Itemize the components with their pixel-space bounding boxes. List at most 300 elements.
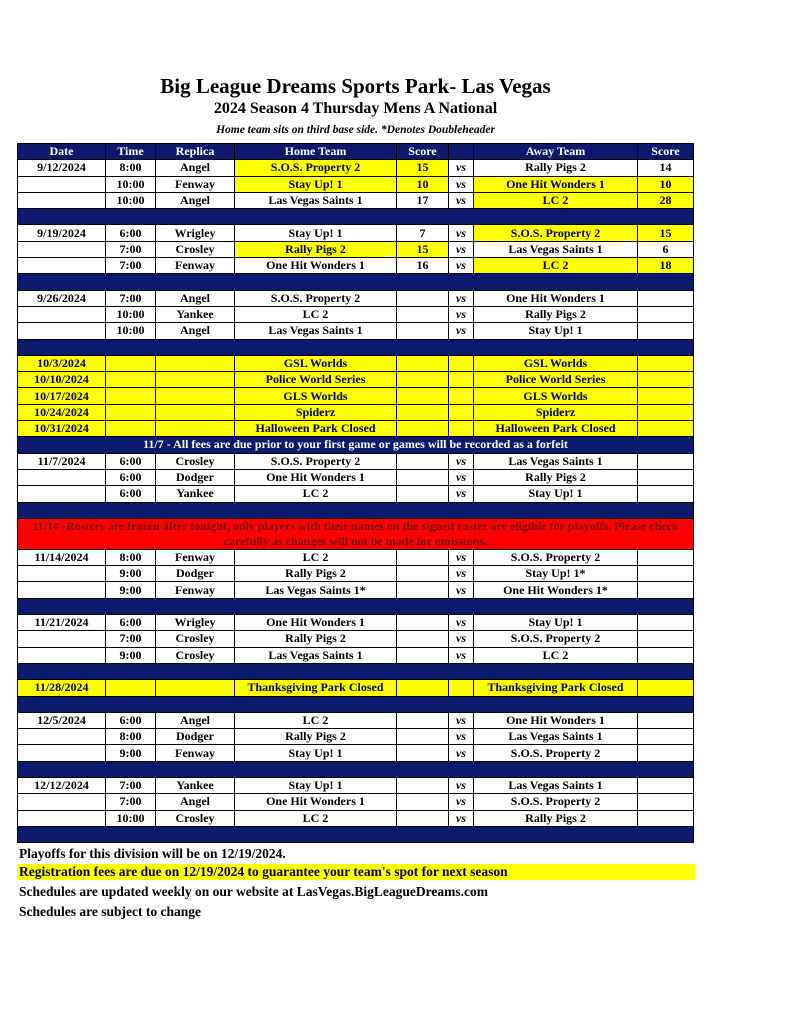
time-cell [106, 388, 156, 404]
away-team-cell: Rally Pigs 2 [474, 306, 638, 322]
vs-cell: vs [449, 615, 474, 631]
away-team-cell: Thanksgiving Park Closed [474, 680, 638, 696]
replica-cell: Fenway [156, 258, 235, 274]
vs-cell [449, 421, 474, 437]
home-team-cell: One Hit Wonders 1 [235, 258, 397, 274]
date-cell [18, 306, 106, 322]
time-cell: 10:00 [106, 323, 156, 339]
away-team-cell: S.O.S. Property 2 [474, 631, 638, 647]
away-team-cell: S.O.S. Property 2 [474, 794, 638, 810]
away-team-cell: GLS Worlds [474, 388, 638, 404]
away-score-cell [638, 777, 694, 793]
replica-cell: Fenway [156, 549, 235, 565]
date-cell [18, 469, 106, 485]
replica-cell: Dodger [156, 469, 235, 485]
home-score-cell [397, 306, 449, 322]
game-row [18, 810, 694, 826]
date-cell [18, 794, 106, 810]
away-score-cell [638, 729, 694, 745]
home-team-cell: Las Vegas Saints 1 [235, 192, 397, 208]
vs-cell [449, 372, 474, 388]
home-team-cell: LC 2 [235, 486, 397, 502]
away-score-cell: 14 [638, 160, 694, 176]
home-score-cell [397, 421, 449, 437]
time-cell [106, 421, 156, 437]
game-row [18, 225, 694, 241]
time-cell: 6:00 [106, 615, 156, 631]
home-team-cell: Las Vegas Saints 1 [235, 323, 397, 339]
home-score-cell [397, 745, 449, 761]
vs-cell: vs [449, 582, 474, 598]
time-cell: 9:00 [106, 582, 156, 598]
home-score-cell: 16 [397, 258, 449, 274]
col-header-replica: Replica [156, 144, 235, 160]
home-score-cell [397, 372, 449, 388]
date-cell: 12/5/2024 [18, 712, 106, 728]
home-team-cell: Stay Up! 1 [235, 777, 397, 793]
time-cell: 10:00 [106, 176, 156, 192]
replica-cell: Crosley [156, 241, 235, 257]
away-score-cell [638, 566, 694, 582]
date-cell: 10/10/2024 [18, 372, 106, 388]
replica-cell [156, 355, 235, 371]
away-team-cell: LC 2 [474, 647, 638, 663]
home-team-cell: GLS Worlds [235, 388, 397, 404]
date-cell: 11/7/2024 [18, 453, 106, 469]
home-team-cell: S.O.S. Property 2 [235, 453, 397, 469]
time-cell: 10:00 [106, 306, 156, 322]
week-separator-row [18, 826, 694, 842]
home-team-cell: Las Vegas Saints 1* [235, 582, 397, 598]
home-team-cell: Stay Up! 1 [235, 745, 397, 761]
replica-cell: Crosley [156, 453, 235, 469]
page-note: Home team sits on third base side. *Denotes Doubleheader [216, 124, 495, 136]
vs-cell: vs [449, 469, 474, 485]
game-row [18, 306, 694, 322]
vs-cell: vs [449, 810, 474, 826]
home-score-cell: 7 [397, 225, 449, 241]
date-cell: 10/17/2024 [18, 388, 106, 404]
vs-cell: vs [449, 794, 474, 810]
away-team-cell: One Hit Wonders 1* [474, 582, 638, 598]
home-score-cell [397, 486, 449, 502]
home-team-cell: Police World Series [235, 372, 397, 388]
home-score-cell: 17 [397, 192, 449, 208]
home-team-cell: LC 2 [235, 549, 397, 565]
replica-cell: Fenway [156, 176, 235, 192]
away-team-cell: S.O.S. Property 2 [474, 225, 638, 241]
game-row [18, 323, 694, 339]
home-team-cell: S.O.S. Property 2 [235, 290, 397, 306]
date-cell: 11/21/2024 [18, 615, 106, 631]
replica-cell: Wrigley [156, 225, 235, 241]
game-row [18, 566, 694, 582]
home-score-cell [397, 582, 449, 598]
away-team-cell: Stay Up! 1 [474, 615, 638, 631]
vs-cell [449, 388, 474, 404]
away-score-cell [638, 631, 694, 647]
away-team-cell: Rally Pigs 2 [474, 469, 638, 485]
date-cell [18, 176, 106, 192]
page-title: Big League Dreams Sports Park- Las Vegas [160, 74, 551, 98]
col-header-vs [449, 144, 474, 160]
away-score-cell [638, 582, 694, 598]
home-score-cell [397, 323, 449, 339]
separator-cell [18, 502, 694, 518]
away-team-cell: One Hit Wonders 1 [474, 176, 638, 192]
home-score-cell [397, 388, 449, 404]
home-score-cell: 15 [397, 241, 449, 257]
away-score-cell [638, 355, 694, 371]
replica-cell [156, 372, 235, 388]
replica-cell: Dodger [156, 566, 235, 582]
vs-cell: vs [449, 323, 474, 339]
replica-cell: Fenway [156, 745, 235, 761]
time-cell [106, 680, 156, 696]
game-row [18, 176, 694, 192]
date-cell [18, 810, 106, 826]
col-header-date: Date [18, 144, 106, 160]
home-score-cell: 15 [397, 160, 449, 176]
vs-cell: vs [449, 729, 474, 745]
event-row [18, 680, 694, 696]
away-team-cell: One Hit Wonders 1 [474, 290, 638, 306]
game-row [18, 794, 694, 810]
time-cell: 6:00 [106, 225, 156, 241]
time-cell: 7:00 [106, 631, 156, 647]
subject-to-change-note: Schedules are subject to change [19, 904, 201, 919]
date-cell: 9/19/2024 [18, 225, 106, 241]
away-team-cell: Police World Series [474, 372, 638, 388]
home-score-cell [397, 355, 449, 371]
replica-cell: Yankee [156, 306, 235, 322]
away-score-cell [638, 290, 694, 306]
away-score-cell [638, 680, 694, 696]
game-row [18, 549, 694, 565]
home-team-cell: One Hit Wonders 1 [235, 615, 397, 631]
time-cell: 7:00 [106, 777, 156, 793]
notice-text: 11/7 - All fees are due prior to your first game or games will be recorded as a forfeit [18, 437, 694, 453]
home-team-cell: Rally Pigs 2 [235, 566, 397, 582]
replica-cell: Angel [156, 192, 235, 208]
away-team-cell: One Hit Wonders 1 [474, 712, 638, 728]
event-row [18, 421, 694, 437]
home-score-cell [397, 566, 449, 582]
vs-cell: vs [449, 745, 474, 761]
replica-cell [156, 388, 235, 404]
game-row [18, 647, 694, 663]
home-team-cell: LC 2 [235, 810, 397, 826]
week-separator-row [18, 696, 694, 712]
away-team-cell: Halloween Park Closed [474, 421, 638, 437]
away-score-cell [638, 647, 694, 663]
game-row [18, 745, 694, 761]
date-cell [18, 745, 106, 761]
time-cell: 7:00 [106, 258, 156, 274]
away-team-cell: Las Vegas Saints 1 [474, 453, 638, 469]
website-note: Schedules are updated weekly on our website at LasVegas.BigLeagueDreams.com [19, 884, 489, 899]
home-score-cell [397, 290, 449, 306]
game-row [18, 729, 694, 745]
col-header-home-score: Score [397, 144, 449, 160]
date-cell [18, 241, 106, 257]
away-score-cell [638, 486, 694, 502]
game-row [18, 290, 694, 306]
vs-cell: vs [449, 486, 474, 502]
time-cell: 9:00 [106, 745, 156, 761]
time-cell [106, 372, 156, 388]
home-score-cell [397, 680, 449, 696]
date-cell [18, 729, 106, 745]
event-row [18, 355, 694, 371]
replica-cell: Yankee [156, 486, 235, 502]
date-cell [18, 323, 106, 339]
time-cell: 10:00 [106, 192, 156, 208]
game-row [18, 192, 694, 208]
event-row [18, 388, 694, 404]
week-separator-row [18, 598, 694, 614]
away-score-cell [638, 712, 694, 728]
playoffs-note: Playoffs for this division will be on 12/19/2024. [19, 846, 286, 861]
week-separator-row [18, 209, 694, 225]
game-row [18, 777, 694, 793]
away-score-cell: 28 [638, 192, 694, 208]
home-score-cell [397, 810, 449, 826]
col-header-time: Time [106, 144, 156, 160]
away-team-cell: Stay Up! 1 [474, 486, 638, 502]
date-cell: 9/26/2024 [18, 290, 106, 306]
time-cell: 7:00 [106, 290, 156, 306]
date-cell [18, 566, 106, 582]
game-row [18, 486, 694, 502]
vs-cell: vs [449, 241, 474, 257]
away-score-cell [638, 615, 694, 631]
home-score-cell [397, 469, 449, 485]
time-cell: 8:00 [106, 729, 156, 745]
vs-cell: vs [449, 192, 474, 208]
date-cell [18, 258, 106, 274]
away-team-cell: GSL Worlds [474, 355, 638, 371]
week-separator-row [18, 502, 694, 518]
away-team-cell: Las Vegas Saints 1 [474, 777, 638, 793]
event-row [18, 372, 694, 388]
away-team-cell: Las Vegas Saints 1 [474, 729, 638, 745]
time-cell: 6:00 [106, 453, 156, 469]
date-cell: 12/12/2024 [18, 777, 106, 793]
home-score-cell [397, 712, 449, 728]
away-score-cell [638, 421, 694, 437]
away-score-cell [638, 453, 694, 469]
vs-cell: vs [449, 176, 474, 192]
home-score-cell [397, 794, 449, 810]
away-score-cell: 6 [638, 241, 694, 257]
away-score-cell [638, 372, 694, 388]
vs-cell: vs [449, 258, 474, 274]
week-separator-row [18, 339, 694, 355]
game-row [18, 258, 694, 274]
time-cell: 7:00 [106, 794, 156, 810]
separator-cell [18, 209, 694, 225]
time-cell [106, 404, 156, 420]
away-score-cell: 18 [638, 258, 694, 274]
vs-cell: vs [449, 160, 474, 176]
vs-cell [449, 355, 474, 371]
registration-note: Registration fees are due on 12/19/2024 to guarantee your team's spot for next season [17, 864, 695, 880]
replica-cell: Crosley [156, 647, 235, 663]
separator-cell [18, 339, 694, 355]
date-cell: 10/31/2024 [18, 421, 106, 437]
replica-cell [156, 421, 235, 437]
week-separator-row [18, 274, 694, 290]
vs-cell: vs [449, 777, 474, 793]
time-cell: 9:00 [106, 647, 156, 663]
table-header-row [18, 144, 694, 160]
away-score-cell [638, 469, 694, 485]
time-cell: 8:00 [106, 160, 156, 176]
col-header-away-score: Score [638, 144, 694, 160]
replica-cell: Dodger [156, 729, 235, 745]
home-team-cell: Las Vegas Saints 1 [235, 647, 397, 663]
home-team-cell: LC 2 [235, 712, 397, 728]
away-team-cell: S.O.S. Property 2 [474, 549, 638, 565]
away-team-cell: S.O.S. Property 2 [474, 745, 638, 761]
home-team-cell: GSL Worlds [235, 355, 397, 371]
away-team-cell: LC 2 [474, 258, 638, 274]
away-score-cell: 10 [638, 176, 694, 192]
roster-freeze-notice-row [18, 518, 694, 549]
home-team-cell: Rally Pigs 2 [235, 729, 397, 745]
replica-cell [156, 404, 235, 420]
separator-cell [18, 761, 694, 777]
home-team-cell: One Hit Wonders 1 [235, 469, 397, 485]
home-team-cell: One Hit Wonders 1 [235, 794, 397, 810]
replica-cell: Crosley [156, 631, 235, 647]
date-cell [18, 631, 106, 647]
separator-cell [18, 696, 694, 712]
time-cell: 10:00 [106, 810, 156, 826]
separator-cell [18, 826, 694, 842]
vs-cell: vs [449, 225, 474, 241]
separator-cell [18, 663, 694, 679]
time-cell: 6:00 [106, 712, 156, 728]
replica-cell: Yankee [156, 777, 235, 793]
away-score-cell [638, 323, 694, 339]
game-row [18, 582, 694, 598]
away-score-cell [638, 810, 694, 826]
home-team-cell: Rally Pigs 2 [235, 631, 397, 647]
home-team-cell: Halloween Park Closed [235, 421, 397, 437]
home-score-cell [397, 777, 449, 793]
game-row [18, 631, 694, 647]
away-score-cell [638, 388, 694, 404]
vs-cell [449, 680, 474, 696]
home-team-cell: Stay Up! 1 [235, 225, 397, 241]
away-team-cell: Rally Pigs 2 [474, 810, 638, 826]
schedule-body [18, 160, 694, 843]
time-cell: 6:00 [106, 486, 156, 502]
away-team-cell: Las Vegas Saints 1 [474, 241, 638, 257]
game-row [18, 469, 694, 485]
away-score-cell [638, 549, 694, 565]
home-score-cell: 10 [397, 176, 449, 192]
date-cell [18, 192, 106, 208]
home-score-cell [397, 647, 449, 663]
notice-text: 11/14 -Rosters are frozen after tonight, only players with their names on the signed roster are eligible for playoffs. Please check carefully as changes will not be made for omissions. [18, 518, 694, 549]
home-team-cell: LC 2 [235, 306, 397, 322]
page-subtitle: 2024 Season 4 Thursday Mens A National [213, 100, 498, 117]
replica-cell: Angel [156, 794, 235, 810]
home-team-cell: S.O.S. Property 2 [235, 160, 397, 176]
away-team-cell: Stay Up! 1 [474, 323, 638, 339]
game-row [18, 160, 694, 176]
home-team-cell: Thanksgiving Park Closed [235, 680, 397, 696]
vs-cell [449, 404, 474, 420]
away-score-cell: 15 [638, 225, 694, 241]
vs-cell: vs [449, 290, 474, 306]
vs-cell: vs [449, 566, 474, 582]
vs-cell: vs [449, 306, 474, 322]
date-cell: 10/3/2024 [18, 355, 106, 371]
home-score-cell [397, 631, 449, 647]
game-row [18, 453, 694, 469]
time-cell: 9:00 [106, 566, 156, 582]
date-cell [18, 647, 106, 663]
home-score-cell [397, 404, 449, 420]
time-cell: 8:00 [106, 549, 156, 565]
week-separator-row [18, 761, 694, 777]
vs-cell: vs [449, 549, 474, 565]
home-team-cell: Spiderz [235, 404, 397, 420]
replica-cell [156, 680, 235, 696]
time-cell: 7:00 [106, 241, 156, 257]
game-row [18, 241, 694, 257]
separator-cell [18, 274, 694, 290]
week-separator-row [18, 663, 694, 679]
replica-cell: Fenway [156, 582, 235, 598]
date-cell [18, 582, 106, 598]
replica-cell: Wrigley [156, 615, 235, 631]
vs-cell: vs [449, 647, 474, 663]
date-cell: 10/24/2024 [18, 404, 106, 420]
time-cell [106, 355, 156, 371]
date-cell: 9/12/2024 [18, 160, 106, 176]
vs-cell: vs [449, 453, 474, 469]
home-score-cell [397, 615, 449, 631]
col-header-away-team: Away Team [474, 144, 638, 160]
separator-cell [18, 598, 694, 614]
away-score-cell [638, 404, 694, 420]
away-team-cell: Rally Pigs 2 [474, 160, 638, 176]
col-header-home-team: Home Team [235, 144, 397, 160]
home-score-cell [397, 729, 449, 745]
date-cell: 11/14/2024 [18, 549, 106, 565]
vs-cell: vs [449, 631, 474, 647]
away-team-cell: Stay Up! 1* [474, 566, 638, 582]
away-team-cell: LC 2 [474, 192, 638, 208]
game-row [18, 615, 694, 631]
replica-cell: Angel [156, 712, 235, 728]
away-score-cell [638, 794, 694, 810]
replica-cell: Angel [156, 290, 235, 306]
away-team-cell: Spiderz [474, 404, 638, 420]
game-row [18, 712, 694, 728]
replica-cell: Crosley [156, 810, 235, 826]
vs-cell: vs [449, 712, 474, 728]
home-score-cell [397, 453, 449, 469]
home-team-cell: Rally Pigs 2 [235, 241, 397, 257]
replica-cell: Angel [156, 323, 235, 339]
replica-cell: Angel [156, 160, 235, 176]
